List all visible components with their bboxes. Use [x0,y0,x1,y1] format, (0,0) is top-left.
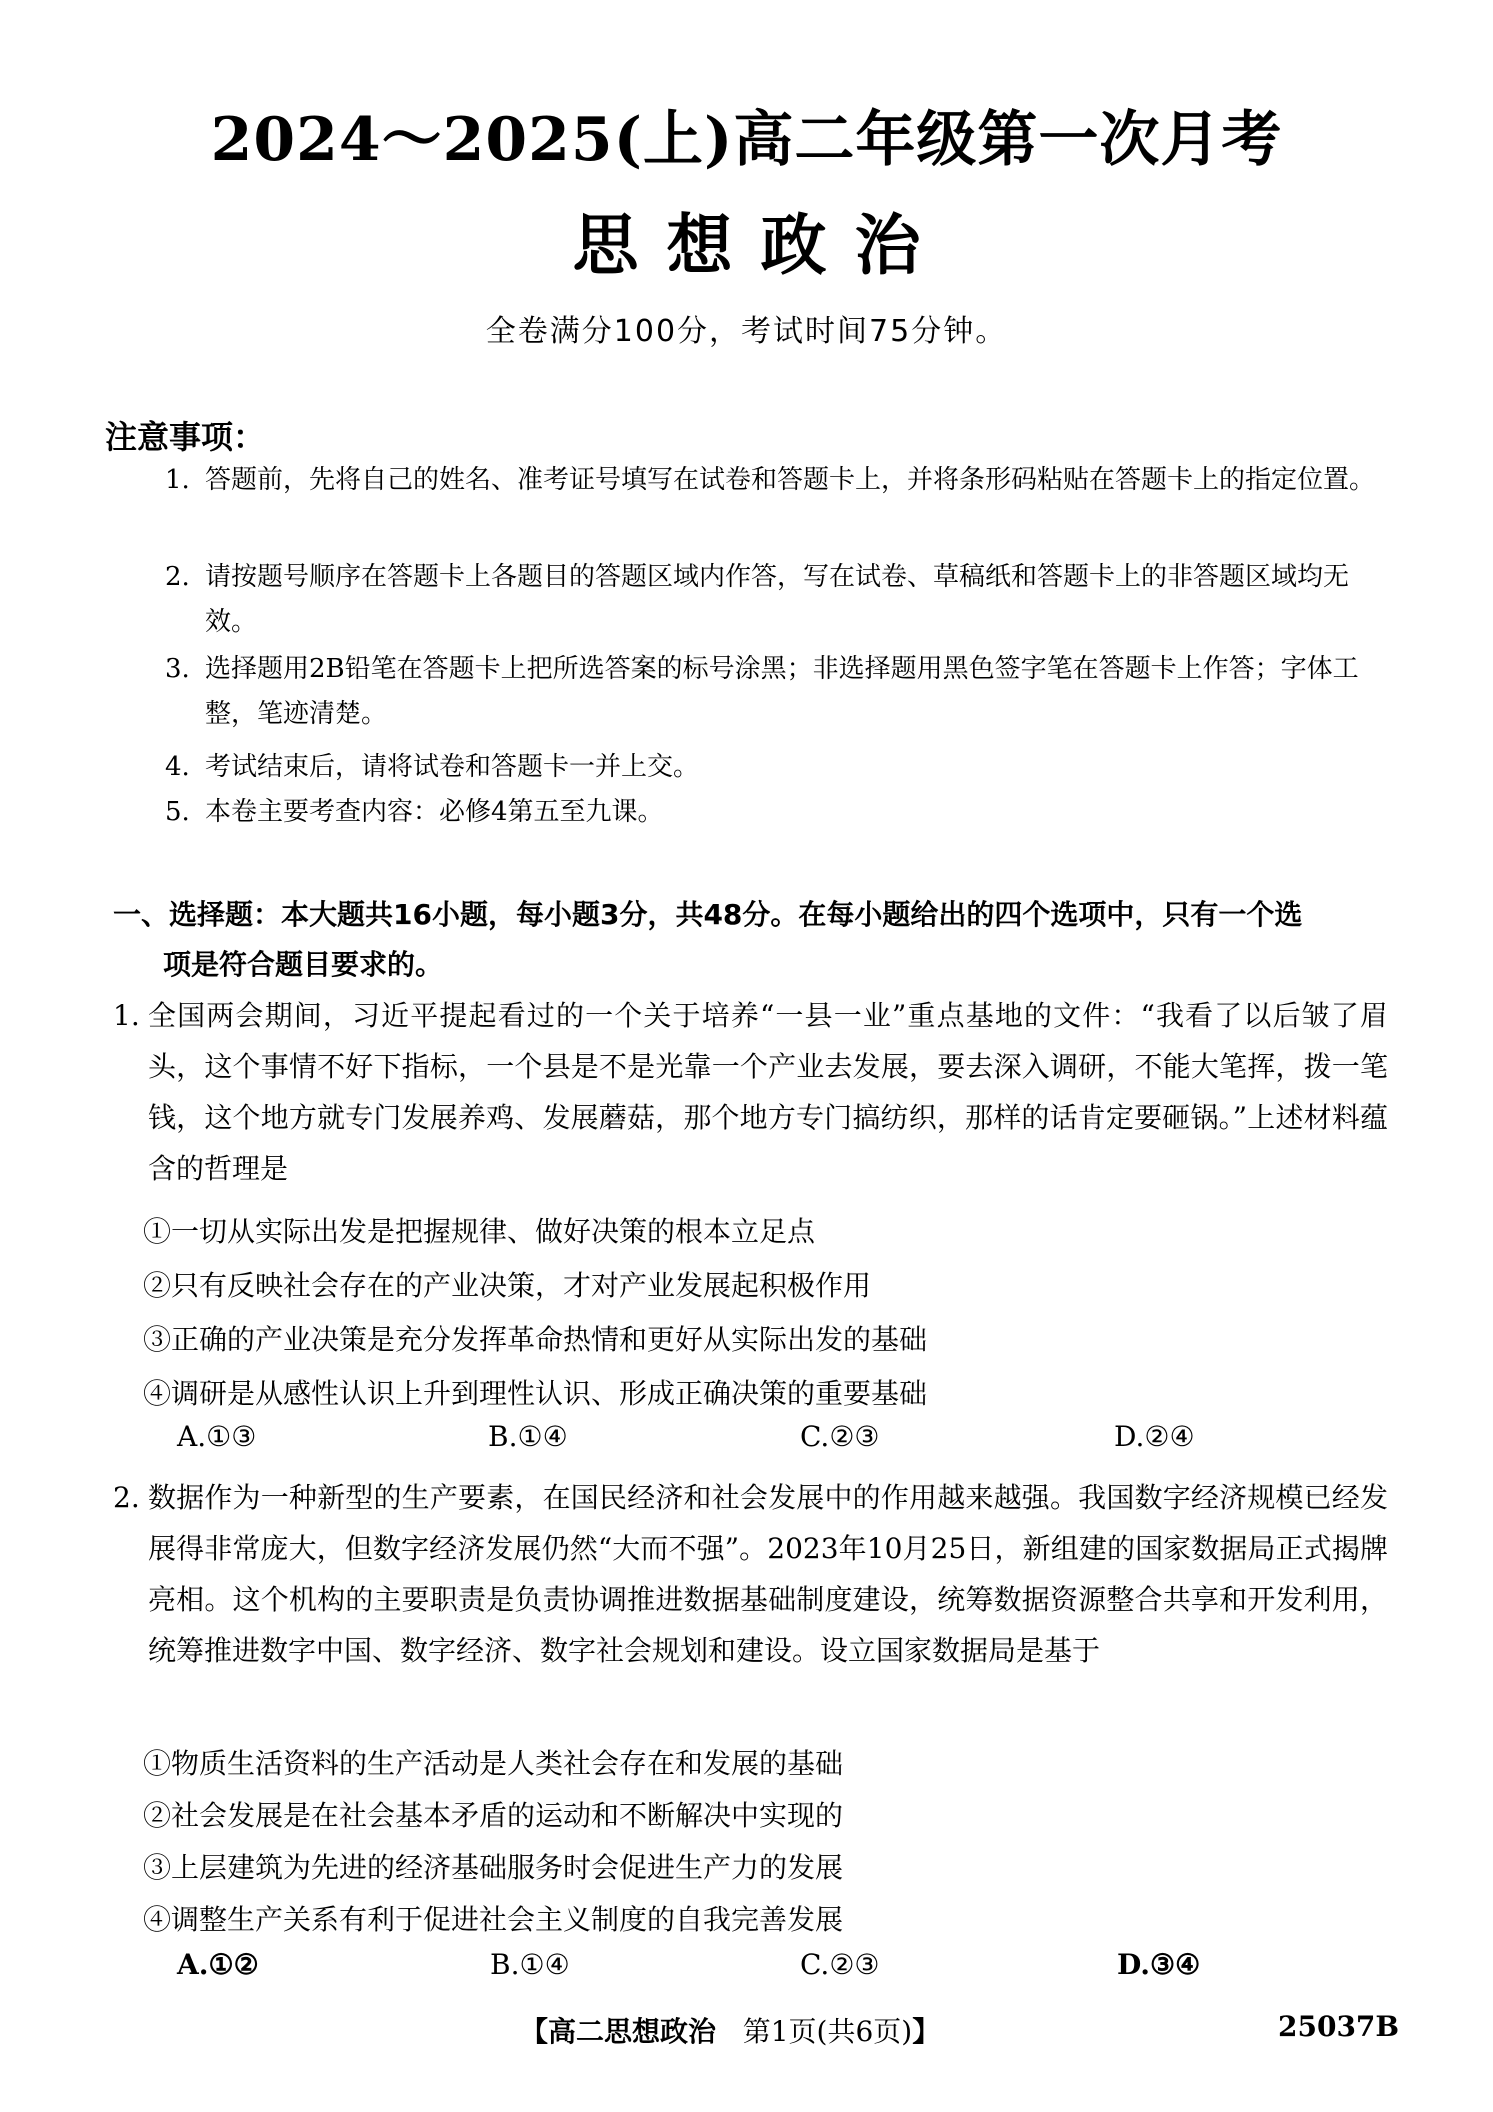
notice-item [165,647,1390,737]
question-2-option: ③上层建筑为先进的经济基础服务时会促进生产力的发展 [143,1851,844,1884]
notice-item-text: 请按题号顺序在答题卡上各题目的答题区域内作答，写在试卷、草稿纸和答题卡上的非答题区域均无效。 [205,562,1350,637]
question-1-choice-c[interactable]: C.②③ [800,1420,880,1453]
notice-heading: 注意事项： [105,418,266,456]
notice-item [165,745,1390,790]
page-footer [520,2010,940,2050]
question-text: 数据作为一种新型的生产要素，在国民经济和社会发展中的作用越来越强。我国数字经济规模已经发展得非常庞大，但数字经济发展仍然“大而不强”。2023年10月25日，新组建的国家数据局正式揭牌亮相。这个机构的主要职责是负责协调推进数据基础制度建设，统筹数据资源整合共享和开发利用，统筹推进数字中国、数字经济、数字社会规划和建设。设立国家数据局是基于 [148,1481,1388,1667]
notice-item-text: 本卷主要考查内容：必修4第五至九课。 [205,797,664,827]
notice-item-text: 答题前，先将自己的姓名、准考证号填写在试卷和答题卡上，并将条形码粘贴在答题卡上的指定位置。 [205,465,1376,495]
exam-meta: 全卷满分100分，考试时间75分钟。 [485,314,1008,349]
question-1-option: ②只有反映社会存在的产业决策，才对产业发展起积极作用 [143,1269,872,1302]
question-2-stem [113,1472,1388,1676]
subject-title: 思想政治 [572,207,949,284]
question-2-choice-a[interactable]: A.①② [177,1948,259,1981]
question-2-option: ①物质生活资料的生产活动是人类社会存在和发展的基础 [143,1747,844,1780]
question-1-option: ①一切从实际出发是把握规律、做好决策的根本立足点 [143,1215,816,1248]
question-number: 2. [113,1481,140,1514]
question-2-choice-d[interactable]: D.③④ [1117,1948,1201,1981]
notice-item [165,790,1390,835]
question-2-choice-b[interactable]: B.①④ [490,1948,570,1981]
question-1-stem [113,990,1388,1194]
section-heading-line2: 项是符合题目要求的。 [163,948,444,981]
notice-item-num: 4. [165,752,190,782]
notice-item-text: 考试结束后，请将试卷和答题卡一并上交。 [205,752,700,782]
question-1-option: ③正确的产业决策是充分发挥革命热情和更好从实际出发的基础 [143,1323,928,1356]
section-heading [113,890,1403,990]
notice-item [165,458,1390,503]
question-1-option: ④调研是从感性认识上升到理性认识、形成正确决策的重要基础 [143,1377,928,1410]
notice-item-text: 选择题用2B铅笔在答题卡上把所选答案的标号涂黑；非选择题用黑色签字笔在答题卡上作答；字体工整，笔迹清楚。 [205,654,1359,729]
notice-item-num: 3. [165,654,190,684]
question-number: 1. [113,999,140,1032]
question-2-option: ②社会发展是在社会基本矛盾的运动和不断解决中实现的 [143,1799,844,1832]
question-1-choice-d[interactable]: D.②④ [1114,1420,1195,1453]
question-1-choice-a[interactable]: A.①③ [177,1420,257,1453]
question-text: 全国两会期间，习近平提起看过的一个关于培养“一县一业”重点基地的文件：“我看了以后皱了眉头，这个事情不好下指标，一个县是不是光靠一个产业去发展，要去深入调研，不能大笔挥，拨一笔钱，这个地方就专门发展养鸡、发展蘑菇，那个地方专门搞纺织，那样的话肯定要砸锅。”上述材料蕴含的哲理是 [148,999,1388,1185]
notice-item-num: 1. [165,465,190,495]
paper-code: 25037B [1278,2010,1400,2043]
notice-item-num: 5. [165,797,190,827]
question-2-choice-c[interactable]: C.②③ [800,1948,880,1981]
section-heading-line1: 一、选择题：本大题共16小题，每小题3分，共48分。在每小题给出的四个选项中，只有一个选 [113,898,1303,931]
footer-subject: 【高二思想政治 [520,2015,717,2048]
notice-item-num: 2. [165,562,190,592]
question-2-option: ④调整生产关系有利于促进社会主义制度的自我完善发展 [143,1903,844,1936]
notice-item [165,555,1390,645]
exam-title: 2024～2025(上)高二年级第一次月考 [210,105,1283,175]
question-1-choice-b[interactable]: B.①④ [488,1420,568,1453]
footer-page-number: 第1页(共6页) [742,2015,913,2048]
footer-bracket: 】 [912,2015,941,2048]
